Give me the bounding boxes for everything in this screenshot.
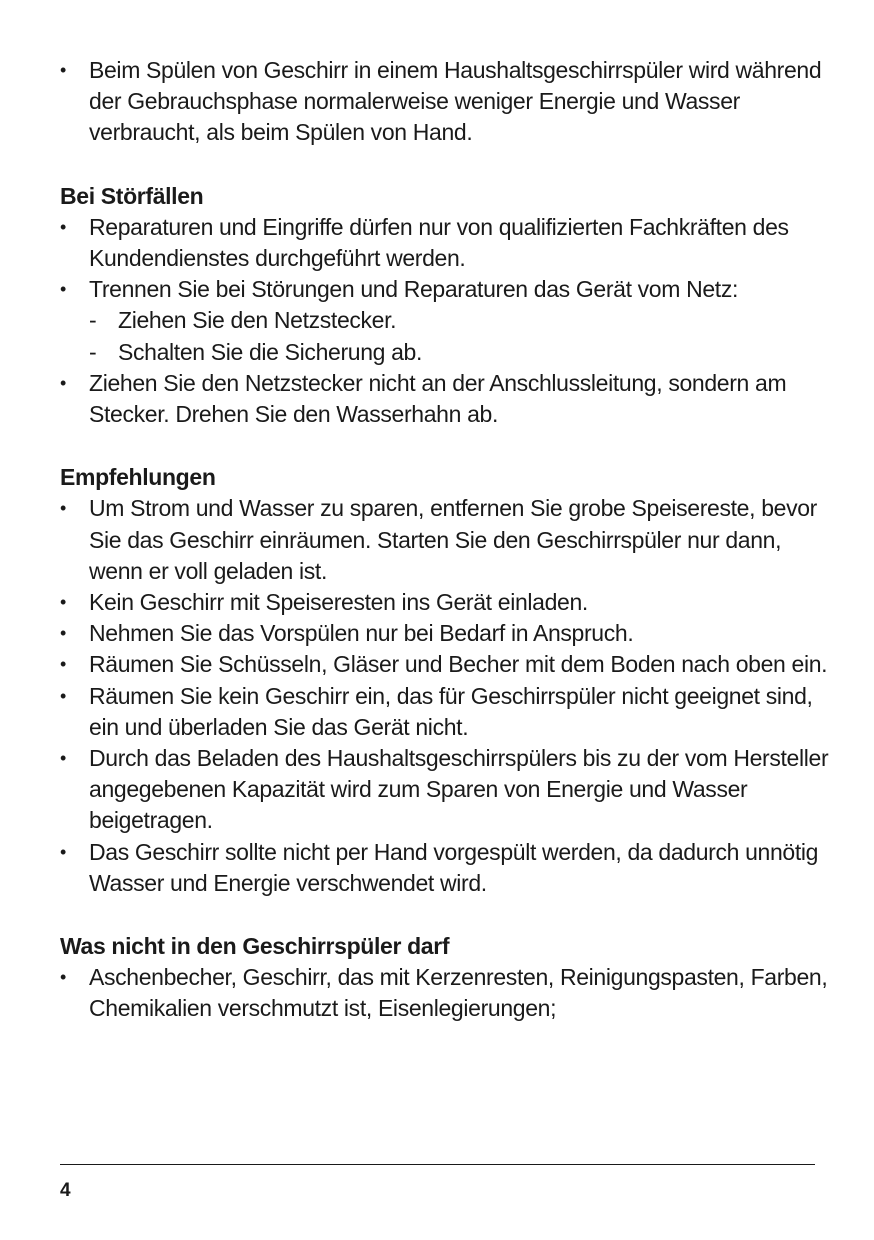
list-item: • Ziehen Sie den Netzstecker nicht an der Anschlussleitung, sondern am Stecker. Drehen Sie den Wasserhahn ab.	[60, 368, 830, 430]
empfehlungen-list	[60, 493, 830, 899]
nicht-erlaubt-list	[60, 962, 830, 1024]
sub-list-item: - Ziehen Sie den Netzstecker.	[89, 305, 830, 336]
list-item: • Räumen Sie kein Geschirr ein, das für Geschirrspüler nicht geeignet sind, ein und überladen Sie das Gerät nicht.	[60, 681, 830, 743]
intro-list	[60, 55, 830, 149]
list-item: • Nehmen Sie das Vorspülen nur bei Bedarf in Anspruch.	[60, 618, 830, 649]
list-item: • Kein Geschirr mit Speiseresten ins Gerät einladen.	[60, 587, 830, 618]
section-empfehlungen	[60, 462, 830, 899]
sub-list-item: - Schalten Sie die Sicherung ab.	[89, 337, 830, 368]
sub-list	[89, 305, 830, 367]
list-item-text: Trennen Sie bei Störungen und Reparaturen das Gerät vom Netz:	[89, 276, 739, 303]
footer-divider	[60, 1164, 815, 1165]
list-item: • Aschenbecher, Geschirr, das mit Kerzenresten, Reinigungspasten, Farben, Chemikalien verschmutzt ist, Eisenlegierungen;	[60, 962, 830, 1024]
list-item: • Räumen Sie Schüsseln, Gläser und Becher mit dem Boden nach oben ein.	[60, 649, 830, 680]
list-item: • Um Strom und Wasser zu sparen, entfernen Sie grobe Speisereste, bevor Sie das Geschirr einräumen. Starten Sie den Geschirrspüler nur dann, wenn er voll geladen ist.	[60, 493, 830, 587]
section-stoerfaelle	[60, 181, 830, 431]
stoerfaelle-list	[60, 212, 830, 430]
page-number: 4	[60, 1180, 71, 1201]
section-heading: Bei Störfällen	[60, 182, 204, 209]
list-item	[60, 274, 830, 368]
section-nicht-erlaubt	[60, 931, 830, 1025]
list-item: • Beim Spülen von Geschirr in einem Haushaltsgeschirrspüler wird während der Gebrauchsphase normalerweise weniger Energie und Wasser verbraucht, als beim Spülen von Hand.	[60, 55, 830, 149]
list-item: • Reparaturen und Eingriffe dürfen nur von qualifizierten Fachkräften des Kundendienstes durchgeführt werden.	[60, 212, 830, 274]
section-heading: Was nicht in den Geschirrspüler darf	[60, 933, 450, 960]
list-item: • Durch das Beladen des Haushaltsgeschirrspülers bis zu der vom Hersteller angegebenen Kapazität wird zum Sparen von Energie und Wasser beigetragen.	[60, 743, 830, 837]
list-item: • Das Geschirr sollte nicht per Hand vorgespült werden, da dadurch unnötig Wasser und Energie verschwendet wird.	[60, 837, 830, 899]
page-content	[60, 55, 830, 1025]
section-heading: Empfehlungen	[60, 464, 216, 491]
